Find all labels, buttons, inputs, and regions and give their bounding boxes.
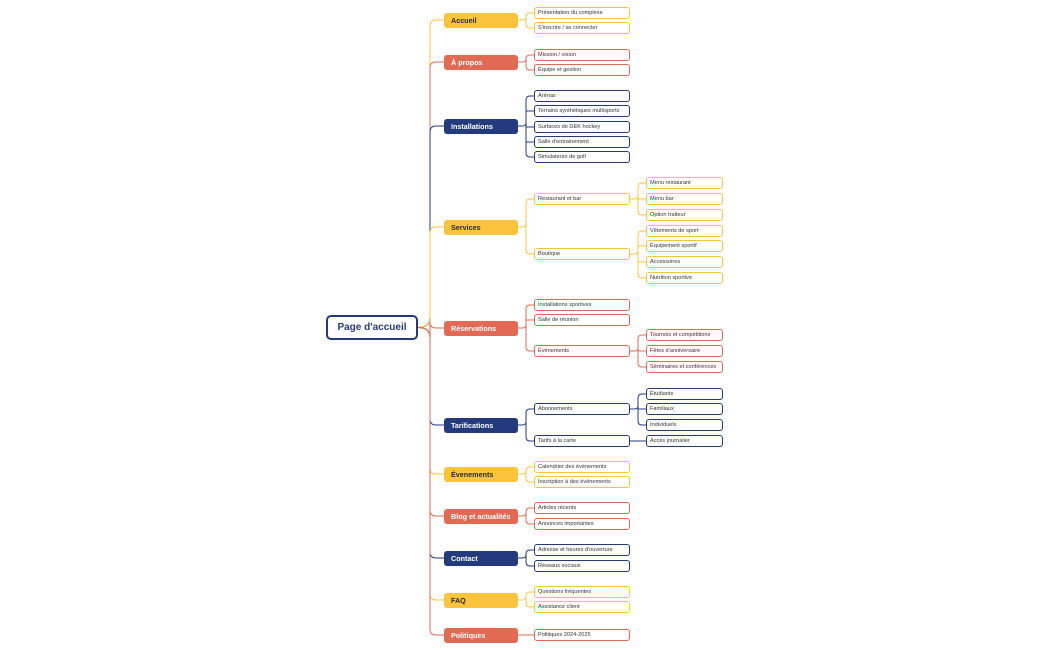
branch-tarifications[interactable]: Tarifications xyxy=(444,418,518,433)
branch-installations[interactable]: Installations xyxy=(444,119,518,134)
root-node[interactable]: Page d'accueil xyxy=(326,315,418,340)
node-accessoires[interactable]: Accessoires xyxy=(646,256,723,268)
bracket-boutique-upper xyxy=(638,231,646,251)
branch-contact[interactable]: Contact xyxy=(444,551,518,566)
node-s-inscrire-se-connecter[interactable]: S'inscrire / se connecter xyxy=(534,22,630,34)
bracket-restaurant-et-bar xyxy=(630,196,638,199)
node-menu-restaurant[interactable]: Menu restaurant xyxy=(646,177,723,189)
bracket-evenements-upper xyxy=(526,467,534,471)
bracket-tarifications xyxy=(518,422,526,425)
node-politiques-2024-2025[interactable]: Politiques 2024-2025 xyxy=(534,629,630,641)
branch-services[interactable]: Services xyxy=(444,220,518,235)
bracket-boutique xyxy=(630,251,638,254)
bracket-services xyxy=(518,224,526,227)
node-presentation-du-complexe[interactable]: Présentation du complexe xyxy=(534,7,630,19)
bracket-evenements-lower xyxy=(526,471,534,482)
node-salle-d-entrainement[interactable]: Salle d'entrainement xyxy=(534,136,630,148)
branch-blog-et-actualites[interactable]: Blog et actualités xyxy=(444,509,518,524)
bracket-evenements xyxy=(518,471,526,474)
bracket-restaurant-et-bar-upper xyxy=(638,183,646,196)
bracket-evenements xyxy=(630,348,638,351)
bracket-services-lower xyxy=(526,224,534,254)
node-boutique[interactable]: Boutique xyxy=(534,248,630,260)
node-terrains-synthetiques-multisports[interactable]: Terrains synthétiques multisports xyxy=(534,105,630,117)
node-mission-vision[interactable]: Mission / vision xyxy=(534,49,630,61)
bracket-a-propos-upper xyxy=(526,55,534,59)
node-abonnements[interactable]: Abonnements xyxy=(534,403,630,415)
bracket-abonnements xyxy=(630,406,638,409)
bracket-faq xyxy=(518,597,526,600)
bracket-contact-lower xyxy=(526,555,534,566)
node-etudiants[interactable]: Étudiants xyxy=(646,388,723,400)
node-familiaux[interactable]: Familiaux xyxy=(646,403,723,415)
branch-reservations[interactable]: Réservations xyxy=(444,321,518,336)
bracket-contact xyxy=(518,555,526,558)
node-calendrier-des-evenements[interactable]: Calendrier des événements xyxy=(534,461,630,473)
node-arenas[interactable]: Arénas xyxy=(534,90,630,102)
bracket-faq-upper xyxy=(526,592,534,597)
spine-evenements xyxy=(418,328,444,475)
bracket-installations-upper xyxy=(526,96,534,123)
node-assistance-client[interactable]: Assistance client xyxy=(534,601,630,613)
bracket-faq-lower xyxy=(526,597,534,607)
bracket-blog-et-actualites-upper xyxy=(526,508,534,513)
spine-services xyxy=(418,227,444,328)
bracket-reservations-lower xyxy=(526,325,534,351)
bracket-installations xyxy=(518,123,526,126)
spine-contact xyxy=(418,328,444,559)
bracket-reservations xyxy=(518,325,526,328)
node-nutrition-sportive[interactable]: Nutrition sportive xyxy=(646,272,723,284)
bracket-a-propos-lower xyxy=(526,59,534,70)
node-equipe-et-gestion[interactable]: Équipe et gestion xyxy=(534,64,630,76)
node-articles-recents[interactable]: Articles récents xyxy=(534,502,630,514)
node-salle-de-reunion[interactable]: Salle de réunion xyxy=(534,314,630,326)
node-seminaires-et-conferences[interactable]: Séminaires et conférences xyxy=(646,361,723,373)
node-tarifs-a-la-carte[interactable]: Tarifs à la carte xyxy=(534,435,630,447)
node-annonces-importantes[interactable]: Annonces importantes xyxy=(534,518,630,530)
bracket-tarifications-lower xyxy=(526,422,534,441)
branch-politiques[interactable]: Politiques xyxy=(444,628,518,643)
bracket-contact-upper xyxy=(526,550,534,555)
bracket-accueil-lower xyxy=(526,17,534,28)
node-installations-sportives[interactable]: Installations sportives xyxy=(534,299,630,311)
bracket-tarifications-upper xyxy=(526,409,534,422)
node-tournois-et-competitions[interactable]: Tournois et compétitions xyxy=(646,329,723,341)
node-surfaces-de-dek-hockey[interactable]: Surfaces de DEK hockey xyxy=(534,121,630,133)
node-fetes-d-anniversaire[interactable]: Fêtes d'anniversaire xyxy=(646,345,723,357)
bracket-blog-et-actualites-lower xyxy=(526,513,534,524)
spine-blog-et-actualites xyxy=(418,328,444,517)
node-simulateurs-de-golf[interactable]: Simulateurs de golf xyxy=(534,151,630,163)
bracket-accueil xyxy=(518,17,526,20)
node-menu-bar[interactable]: Menu bar xyxy=(646,193,723,205)
node-questions-frequentes[interactable]: Questions fréquentes xyxy=(534,586,630,598)
node-acces-journalier[interactable]: Accès journalier xyxy=(646,435,723,447)
node-option-traiteur[interactable]: Option traiteur xyxy=(646,209,723,221)
node-restaurant-et-bar[interactable]: Restaurant et bar xyxy=(534,193,630,205)
branch-evenements[interactable]: Évenements xyxy=(444,467,518,482)
spine-politiques xyxy=(418,328,444,636)
branch-a-propos[interactable]: À propos xyxy=(444,55,518,70)
spine-reservations xyxy=(418,322,444,338)
node-inscription-a-des-evenements[interactable]: Inscription à des événements xyxy=(534,476,630,488)
spine-tarifications xyxy=(418,328,444,426)
bracket-reservations-upper xyxy=(526,305,534,325)
bracket-boutique-lower xyxy=(638,251,646,278)
bracket-blog-et-actualites xyxy=(518,513,526,516)
bracket-evenements-upper xyxy=(638,335,646,348)
branch-faq[interactable]: FAQ xyxy=(444,593,518,608)
node-equipement-sportif[interactable]: Équipement sportif xyxy=(646,240,723,252)
bracket-installations-lower xyxy=(526,123,534,157)
node-individuels[interactable]: Individuels xyxy=(646,419,723,431)
node-evenements[interactable]: Événements xyxy=(534,345,630,357)
node-vetements-de-sport[interactable]: Vêtements de sport xyxy=(646,225,723,237)
node-reseaux-sociaux[interactable]: Réseaux sociaux xyxy=(534,560,630,572)
bracket-accueil-upper xyxy=(526,13,534,17)
spine-a-propos xyxy=(418,62,444,328)
branch-accueil[interactable]: Accueil xyxy=(444,13,518,28)
bracket-services-upper xyxy=(526,199,534,224)
bracket-abonnements-upper xyxy=(638,394,646,406)
bracket-a-propos xyxy=(518,59,526,62)
spine-accueil xyxy=(418,20,444,328)
node-adresse-et-heures-d-ouverture[interactable]: Adresse et heures d'ouverture xyxy=(534,544,630,556)
spine-faq xyxy=(418,328,444,601)
